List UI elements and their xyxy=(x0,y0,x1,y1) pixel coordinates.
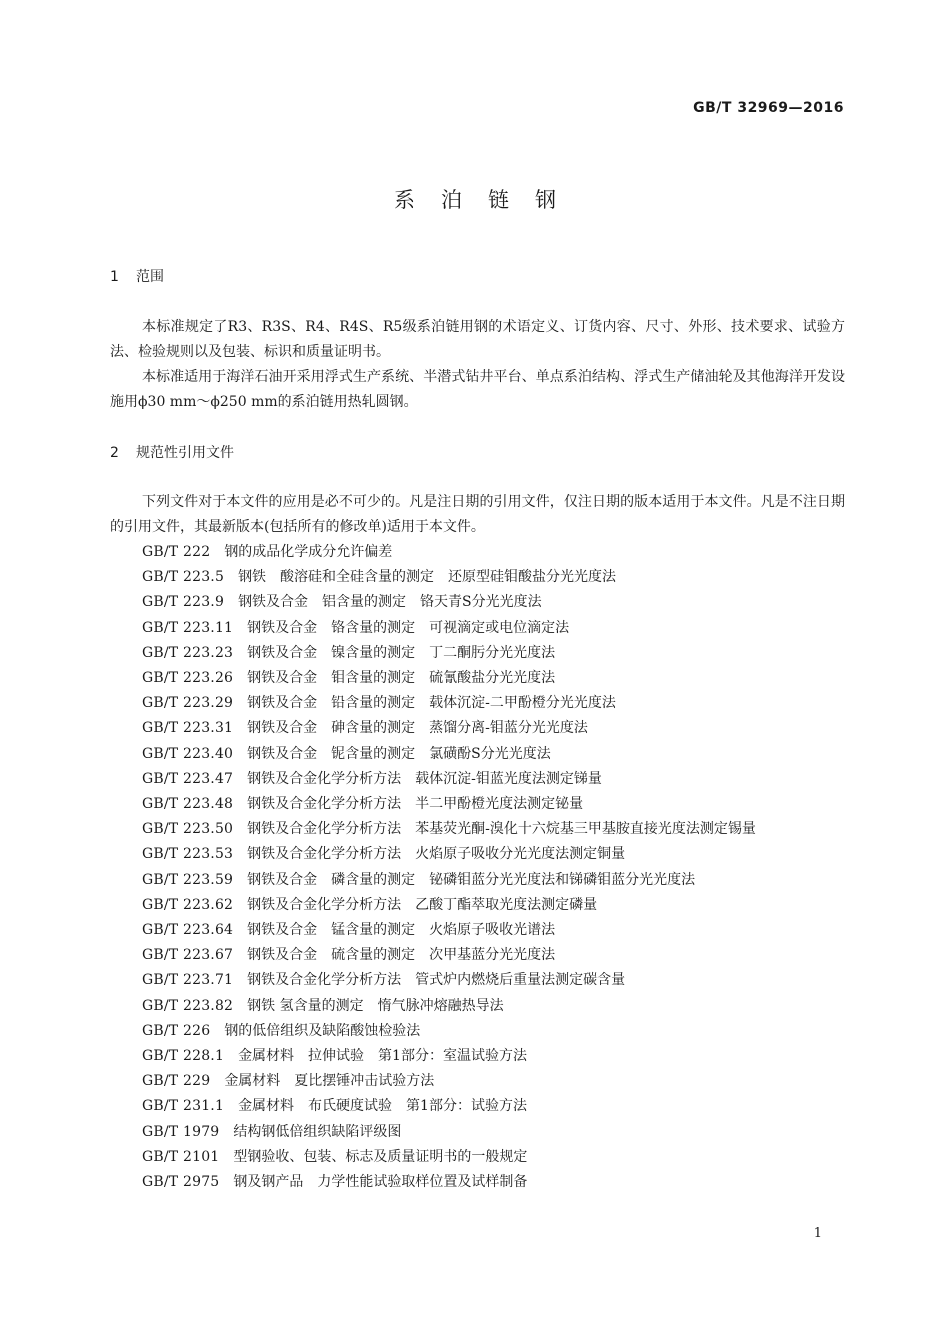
section-number: 2 xyxy=(110,445,119,461)
reference-code: GB/T 2101 xyxy=(142,1148,220,1165)
reference-code: GB/T 222 xyxy=(142,544,211,560)
reference-title: 型钢验收、包装、标志及质量证明书的一般规定 xyxy=(233,1148,528,1165)
reference-title: 钢铁及合金 铅含量的测定 载体沉淀-二甲酚橙分光光度法 xyxy=(247,695,616,712)
reference-title: 金属材料 布氏硬度试验 第1部分：试验方法 xyxy=(238,1098,527,1115)
reference-item xyxy=(110,565,845,590)
reference-code: GB/T 223.64 xyxy=(142,922,234,939)
reference-code: GB/T 223.31 xyxy=(142,720,234,737)
reference-title: 钢铁及合金 硫含量的测定 次甲基蓝分光光度法 xyxy=(247,947,556,964)
reference-code: GB/T 223.29 xyxy=(142,695,234,712)
reference-title: 钢铁及合金化学分析方法 乙酸丁酯萃取光度法测定磷量 xyxy=(247,896,598,913)
reference-title: 金属材料 夏比摆锤冲击试验方法 xyxy=(224,1073,435,1090)
reference-title: 钢铁及合金 镍含量的测定 丁二酮肟分光光度法 xyxy=(247,644,556,661)
reference-item xyxy=(110,868,845,893)
standard-code: GB/T 32969—2016 xyxy=(693,100,844,116)
reference-code: GB/T 223.11 xyxy=(142,619,234,636)
reference-title: 钢铁及合金 砷含量的测定 蒸馏分离-钼蓝分光光度法 xyxy=(247,720,588,737)
reference-code: GB/T 223.82 xyxy=(142,997,234,1014)
reference-title: 金属材料 拉伸试验 第1部分：室温试验方法 xyxy=(238,1048,527,1065)
reference-code: GB/T 1979 xyxy=(142,1123,220,1140)
reference-code: GB/T 223.9 xyxy=(142,594,225,611)
reference-item xyxy=(110,893,845,918)
section-heading-scope xyxy=(110,266,164,286)
reference-list xyxy=(110,540,845,1195)
reference-title: 钢铁及合金 磷含量的测定 铋磷钼蓝分光光度法和锑磷钼蓝分光光度法 xyxy=(247,871,696,888)
reference-item xyxy=(110,1069,845,1094)
reference-title: 钢铁及合金 铌含量的测定 氯磺酚S分光光度法 xyxy=(247,745,551,762)
section-title: 规范性引用文件 xyxy=(136,445,234,461)
reference-code: GB/T 223.23 xyxy=(142,644,234,661)
reference-item xyxy=(110,1120,845,1145)
reference-title: 钢铁及合金化学分析方法 半二甲酚橙光度法测定铋量 xyxy=(247,796,584,813)
reference-code: GB/T 223.71 xyxy=(142,972,234,989)
reference-code: GB/T 223.47 xyxy=(142,770,234,787)
reference-item xyxy=(110,767,845,792)
reference-title: 钢铁及合金 铬含量的测定 可视滴定或电位滴定法 xyxy=(247,619,570,636)
reference-code: GB/T 226 xyxy=(142,1022,211,1039)
reference-item xyxy=(110,1145,845,1170)
reference-item xyxy=(110,1170,845,1195)
reference-code: GB/T 223.50 xyxy=(142,821,234,838)
reference-title: 钢铁 氢含量的测定 惰气脉冲熔融热导法 xyxy=(247,997,504,1014)
reference-title: 钢的成品化学成分允许偏差 xyxy=(224,544,393,560)
page-number: 1 xyxy=(813,1226,822,1241)
reference-code: GB/T 223.53 xyxy=(142,846,234,863)
references-intro-paragraph: 下列文件对于本文件的应用是必不可少的。凡是注日期的引用文件，仅注日期的版本适用于本文件。凡是不注日期的引用文件，其最新版本(包括所有的修改单)适用于本文件。 xyxy=(110,494,845,535)
reference-code: GB/T 223.59 xyxy=(142,871,234,888)
reference-code: GB/T 223.62 xyxy=(142,896,234,913)
reference-title: 钢铁及合金化学分析方法 苯基荧光酮-溴化十六烷基三甲基胺直接光度法测定锡量 xyxy=(247,821,756,838)
document-title: 系泊链钢 xyxy=(394,188,582,212)
reference-item xyxy=(110,590,845,615)
reference-title: 钢铁及合金化学分析方法 载体沉淀-钼蓝光度法测定锑量 xyxy=(247,770,602,787)
reference-code: GB/T 229 xyxy=(142,1073,211,1090)
reference-code: GB/T 223.67 xyxy=(142,947,234,964)
reference-item xyxy=(110,817,845,842)
reference-item xyxy=(110,943,845,968)
reference-code: GB/T 223.26 xyxy=(142,670,234,687)
reference-title: 结构钢低倍组织缺陷评级图 xyxy=(233,1123,402,1140)
reference-code: GB/T 223.5 xyxy=(142,569,225,586)
reference-title: 钢铁及合金 锰含量的测定 火焰原子吸收光谱法 xyxy=(247,922,556,939)
reference-code: GB/T 223.48 xyxy=(142,796,234,813)
reference-item xyxy=(110,918,845,943)
reference-item xyxy=(110,666,845,691)
section-heading-normative-references xyxy=(110,442,234,462)
reference-title: 钢铁 酸溶硅和全硅含量的测定 还原型硅钼酸盐分光光度法 xyxy=(238,569,617,586)
reference-item xyxy=(110,641,845,666)
reference-title: 钢铁及合金化学分析方法 管式炉内燃烧后重量法测定碳含量 xyxy=(247,972,626,989)
scope-paragraph-2: 本标准适用于海洋石油开采用浮式生产系统、半潜式钻井平台、单点系泊结构、浮式生产储油轮及其他海洋开发设施用ϕ30 mm～ϕ250 mm的系泊链用热轧圆钢。 xyxy=(110,369,845,410)
reference-item xyxy=(110,716,845,741)
reference-item xyxy=(110,691,845,716)
reference-title: 钢铁及合金 钼含量的测定 硫氰酸盐分光光度法 xyxy=(247,670,556,687)
reference-code: GB/T 223.40 xyxy=(142,745,234,762)
reference-title: 钢及钢产品 力学性能试验取样位置及试样制备 xyxy=(233,1174,528,1191)
reference-title: 钢的低倍组织及缺陷酸蚀检验法 xyxy=(224,1022,421,1039)
reference-item xyxy=(110,1044,845,1069)
section-title: 范围 xyxy=(136,269,164,285)
reference-item xyxy=(110,616,845,641)
section-number: 1 xyxy=(110,269,119,285)
reference-item xyxy=(110,792,845,817)
reference-item xyxy=(110,994,845,1019)
reference-item xyxy=(110,540,845,565)
reference-item xyxy=(110,1094,845,1119)
reference-item xyxy=(110,1019,845,1044)
reference-code: GB/T 2975 xyxy=(142,1174,220,1191)
reference-title: 钢铁及合金 铝含量的测定 铬天青S分光光度法 xyxy=(238,594,542,611)
reference-item xyxy=(110,968,845,993)
reference-title: 钢铁及合金化学分析方法 火焰原子吸收分光光度法测定铜量 xyxy=(247,846,626,863)
scope-paragraph-1: 本标准规定了R3、R3S、R4、R4S、R5级系泊链用钢的术语定义、订货内容、尺寸、外形、技术要求、试验方法、检验规则以及包装、标识和质量证明书。 xyxy=(110,319,845,360)
reference-item xyxy=(110,842,845,867)
reference-item xyxy=(110,742,845,767)
reference-code: GB/T 228.1 xyxy=(142,1048,225,1065)
reference-code: GB/T 231.1 xyxy=(142,1098,225,1115)
